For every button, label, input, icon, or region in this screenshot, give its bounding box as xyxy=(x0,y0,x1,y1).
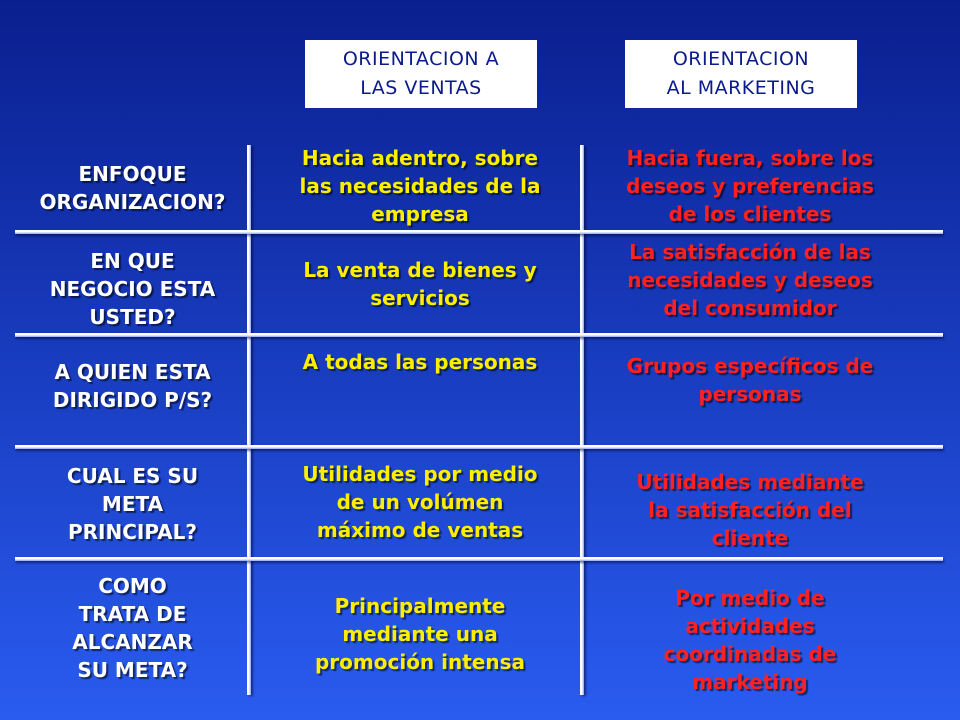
row-marketing-target: Grupos específicos de personas xyxy=(626,354,874,406)
row-sales-method: Principalmente mediante una promoción intensa xyxy=(314,594,525,674)
header-sales-orientation: ORIENTACION A LAS VENTAS xyxy=(305,40,537,108)
row-question-goal: CUAL ES SU META PRINCIPAL? xyxy=(66,464,199,544)
row-question-focus: ENFOQUE ORGANIZACION? xyxy=(39,162,226,214)
row-divider-3 xyxy=(15,445,943,449)
row-divider-1 xyxy=(15,230,943,234)
row-question-method: COMO TRATA DE ALCANZAR SU META? xyxy=(72,574,193,682)
row-marketing-goal: Utilidades mediante la satisfacción del cliente xyxy=(636,470,864,550)
row-divider-4 xyxy=(15,557,943,561)
row-marketing-focus: Hacia fuera, sobre los deseos y preferencias de los clientes xyxy=(626,146,874,226)
row-sales-focus: Hacia adentro, sobre las necesidades de la empresa xyxy=(299,146,541,226)
row-sales-goal: Utilidades por medio de un volúmen máximo de ventas xyxy=(302,462,538,542)
row-marketing-business: La satisfacción de las necesidades y deseos del consumidor xyxy=(627,240,873,320)
row-question-target: A QUIEN ESTA DIRIGIDO P/S? xyxy=(52,360,213,412)
row-divider-2 xyxy=(15,333,943,337)
row-sales-business: La venta de bienes y servicios xyxy=(303,258,537,310)
header-marketing-orientation: ORIENTACION AL MARKETING xyxy=(625,40,857,108)
row-question-business: EN QUE NEGOCIO ESTA USTED? xyxy=(49,249,216,329)
column-divider-right xyxy=(580,145,584,695)
row-sales-target: A todas las personas xyxy=(302,350,538,374)
row-marketing-method: Por medio de actividades coordinadas de marketing xyxy=(663,586,837,694)
